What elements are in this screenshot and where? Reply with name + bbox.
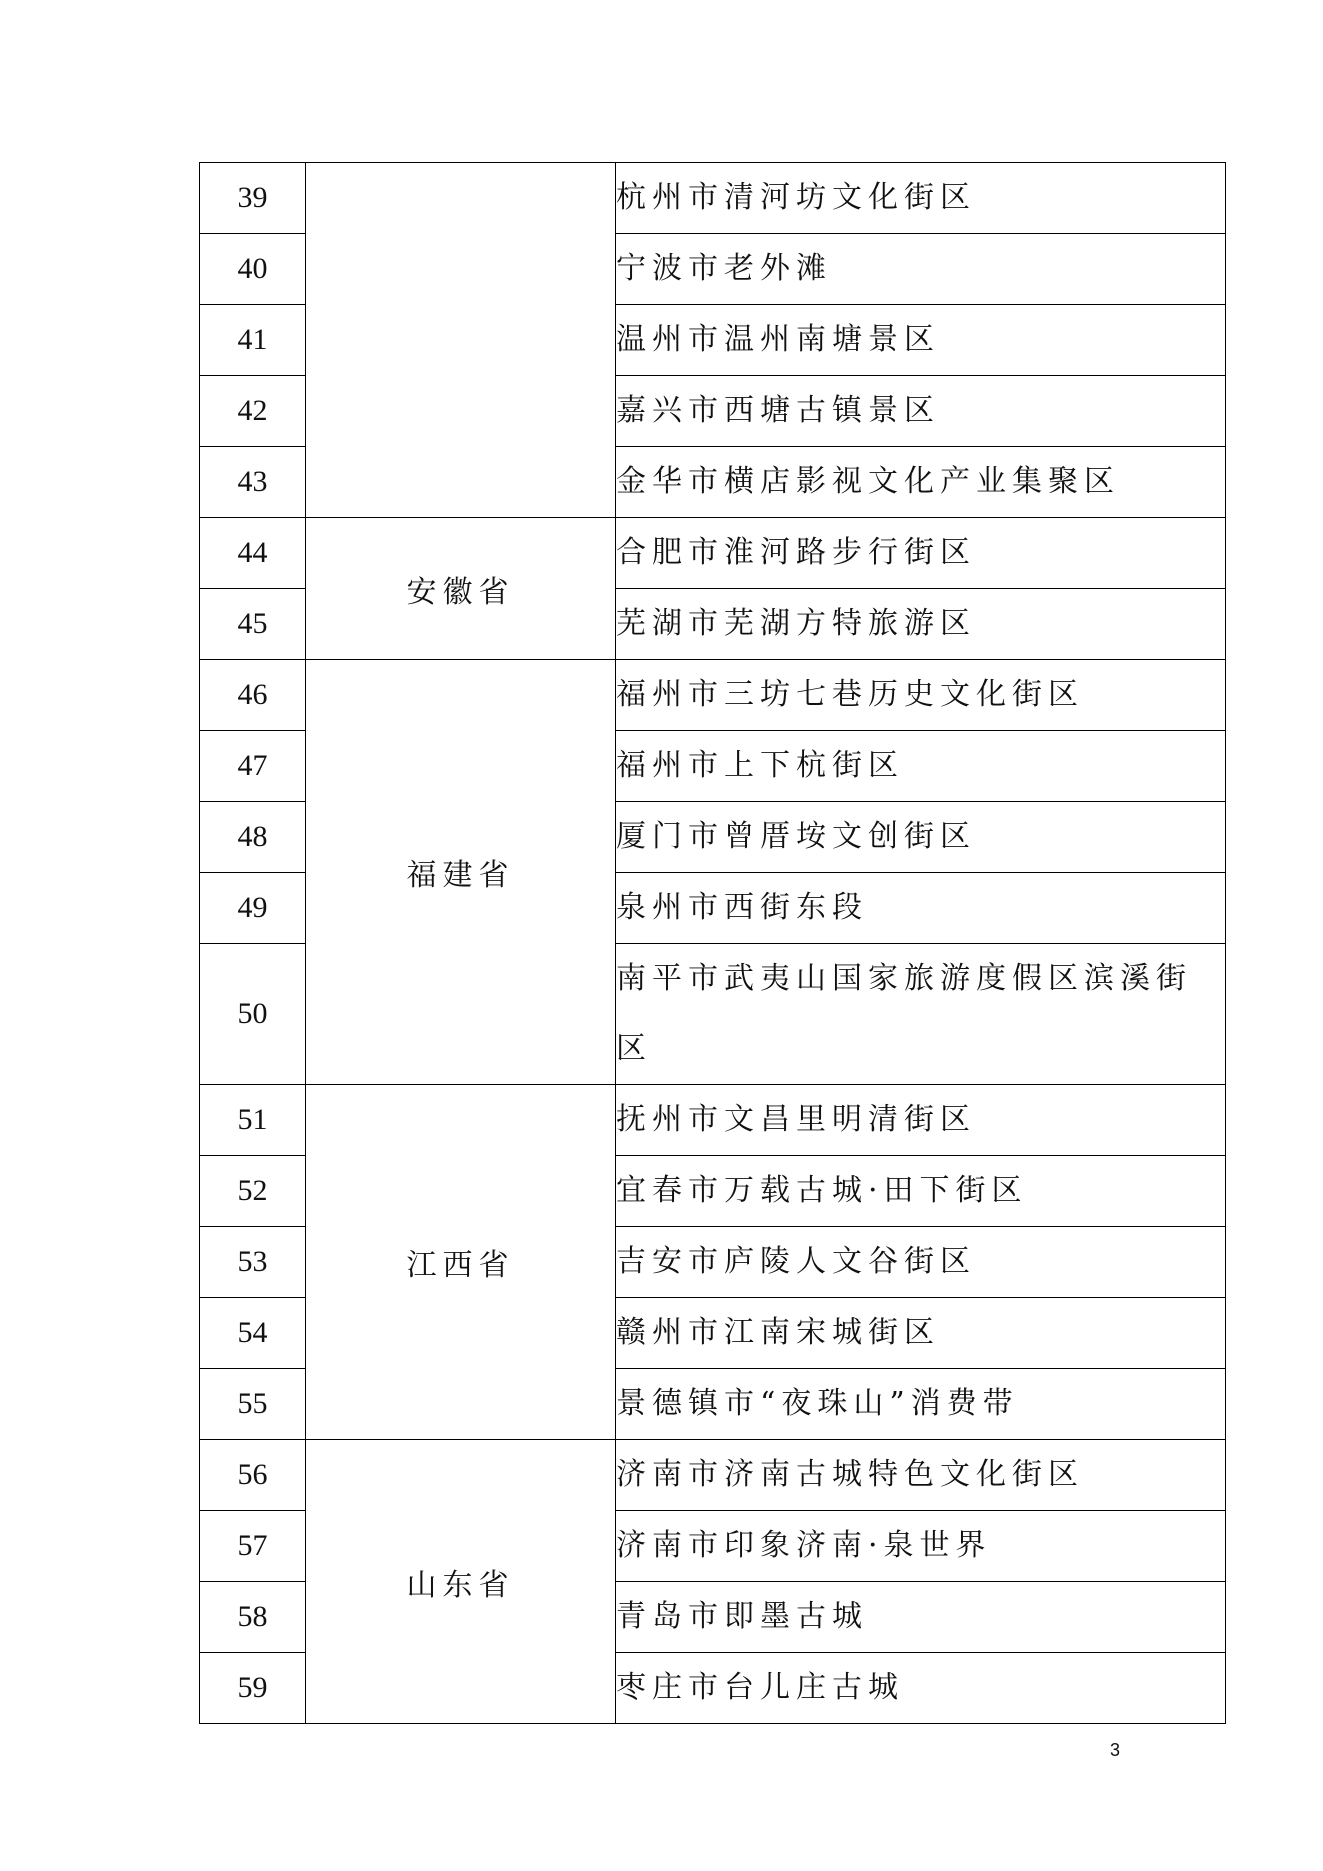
district-name: 枣庄市台儿庄古城 (616, 1653, 1226, 1724)
province-shandong: 山东省 (306, 1440, 616, 1724)
row-number: 51 (200, 1085, 306, 1156)
district-name: 杭州市清河坊文化街区 (616, 163, 1226, 234)
province-anhui: 安徽省 (306, 518, 616, 660)
row-number: 48 (200, 802, 306, 873)
row-number: 43 (200, 447, 306, 518)
district-name: 吉安市庐陵人文谷街区 (616, 1227, 1226, 1298)
district-name: 济南市济南古城特色文化街区 (616, 1440, 1226, 1511)
row-number: 46 (200, 660, 306, 731)
district-name: 厦门市曾厝垵文创街区 (616, 802, 1226, 873)
row-number: 53 (200, 1227, 306, 1298)
table-row (200, 1440, 1226, 1511)
table-row (200, 1085, 1226, 1156)
row-number: 47 (200, 731, 306, 802)
province-jiangxi: 江西省 (306, 1085, 616, 1440)
row-number: 45 (200, 589, 306, 660)
row-number: 52 (200, 1156, 306, 1227)
row-number: 49 (200, 873, 306, 944)
district-name: 金华市横店影视文化产业集聚区 (616, 447, 1226, 518)
district-name: 宁波市老外滩 (616, 234, 1226, 305)
district-list-table (199, 162, 1226, 1724)
row-number: 40 (200, 234, 306, 305)
district-name: 抚州市文昌里明清街区 (616, 1085, 1226, 1156)
district-name: 嘉兴市西塘古镇景区 (616, 376, 1226, 447)
district-name: 济南市印象济南·泉世界 (616, 1511, 1226, 1582)
province-fujian: 福建省 (306, 660, 616, 1085)
row-number: 59 (200, 1653, 306, 1724)
district-name: 芜湖市芜湖方特旅游区 (616, 589, 1226, 660)
page-number: 3 (1110, 1740, 1121, 1760)
district-name: 泉州市西街东段 (616, 873, 1226, 944)
table-row (200, 163, 1226, 234)
district-name: 青岛市即墨古城 (616, 1582, 1226, 1653)
row-number: 44 (200, 518, 306, 589)
row-number: 58 (200, 1582, 306, 1653)
district-name: 宜春市万载古城·田下街区 (616, 1156, 1226, 1227)
district-name: 景德镇市“夜珠山”消费带 (616, 1369, 1226, 1440)
district-name: 温州市温州南塘景区 (616, 305, 1226, 376)
district-name: 福州市上下杭街区 (616, 731, 1226, 802)
row-number: 54 (200, 1298, 306, 1369)
row-number: 57 (200, 1511, 306, 1582)
district-name: 赣州市江南宋城街区 (616, 1298, 1226, 1369)
row-number: 41 (200, 305, 306, 376)
table-row (200, 518, 1226, 589)
row-number: 39 (200, 163, 306, 234)
district-name: 福州市三坊七巷历史文化街区 (616, 660, 1226, 731)
table-row (200, 660, 1226, 731)
district-name: 南平市武夷山国家旅游度假区滨溪街区 (616, 944, 1226, 1085)
row-number: 56 (200, 1440, 306, 1511)
district-name: 合肥市淮河路步行街区 (616, 518, 1226, 589)
row-number: 55 (200, 1369, 306, 1440)
row-number: 42 (200, 376, 306, 447)
province-cell-empty (306, 163, 616, 518)
row-number: 50 (200, 944, 306, 1085)
